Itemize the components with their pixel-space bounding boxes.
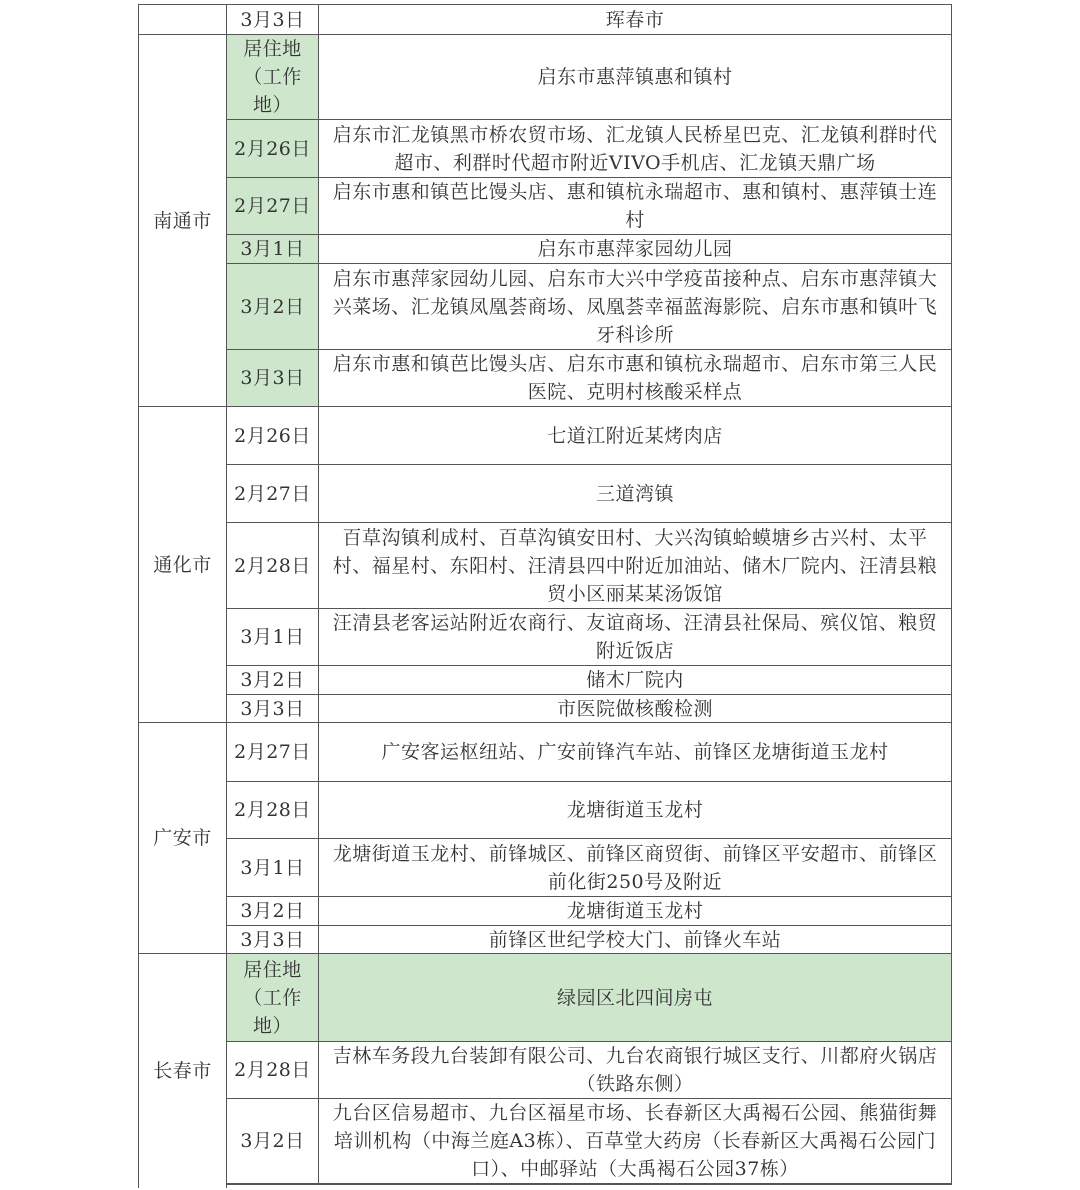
- places-cell: 珲春市: [319, 4, 952, 34]
- places-cell: 九台区信易超市、九台区福星市场、长春新区大禹褐石公园、熊猫街舞培训机构（中海兰庭A3栋）、百草堂大药房（长春新区大禹褐石公园门口）、中邮驿站（大禹褐石公园37栋）: [319, 1098, 952, 1183]
- date-cell: 3月3日: [227, 349, 319, 406]
- date-cell: 3月3日: [227, 4, 319, 34]
- date-cell: 2月28日: [227, 1041, 319, 1098]
- date-cell: 3月3日: [227, 925, 319, 953]
- city-cell-guangan: 广安市: [138, 722, 227, 953]
- places-cell: 市医院做核酸检测: [319, 694, 952, 722]
- places-cell: 龙塘街道玉龙村、前锋城区、前锋区商贸街、前锋区平安超市、前锋区前化街250号及附近: [319, 838, 952, 896]
- places-cell: 广安客运枢纽站、广安前锋汽车站、前锋区龙塘街道玉龙村: [319, 722, 952, 781]
- places-cell: 七道江附近某烤肉店: [319, 406, 952, 464]
- table-bottom-border: [227, 1183, 952, 1185]
- city-cell-changchun: 长春市: [138, 953, 227, 1188]
- places-cell: 启东市汇龙镇黑市桥农贸市场、汇龙镇人民桥星巴克、汇龙镇利群时代超市、利群时代超市附近VIVO手机店、汇龙镇天鼎广场: [319, 119, 952, 177]
- date-cell: 居住地（工作地）: [227, 953, 319, 1041]
- places-cell: 龙塘街道玉龙村: [319, 896, 952, 925]
- date-cell: 2月28日: [227, 781, 319, 838]
- city-cell: [138, 4, 227, 34]
- date-cell: 2月28日: [227, 522, 319, 608]
- city-cell-tonghua: 通化市: [138, 406, 227, 722]
- date-cell: 3月1日: [227, 838, 319, 896]
- date-cell: 2月27日: [227, 722, 319, 781]
- places-cell: 百草沟镇利成村、百草沟镇安田村、大兴沟镇蛤蟆塘乡古兴村、太平村、福星村、东阳村、汪清县四中附近加油站、储木厂院内、汪清县粮贸小区丽某某汤饭馆: [319, 522, 952, 608]
- places-cell: 前锋区世纪学校大门、前锋火车站: [319, 925, 952, 953]
- date-cell: 2月27日: [227, 464, 319, 522]
- date-cell: 3月2日: [227, 263, 319, 349]
- date-cell: 3月2日: [227, 1098, 319, 1183]
- date-cell: 2月26日: [227, 406, 319, 464]
- places-cell: 吉林车务段九台装卸有限公司、九台农商银行城区支行、川都府火锅店（铁路东侧）: [319, 1041, 952, 1098]
- date-cell: 3月1日: [227, 234, 319, 263]
- places-cell: 启东市惠和镇芭比馒头店、启东市惠和镇杭永瑞超市、启东市第三人民医院、克明村核酸采样点: [319, 349, 952, 406]
- places-cell: 启东市惠和镇芭比馒头店、惠和镇杭永瑞超市、惠和镇村、惠萍镇士连村: [319, 177, 952, 234]
- places-cell: 储木厂院内: [319, 665, 952, 694]
- date-cell: 3月1日: [227, 608, 319, 665]
- places-cell: 三道湾镇: [319, 464, 952, 522]
- date-cell: 居住地（工作地）: [227, 34, 319, 119]
- date-cell: 3月3日: [227, 694, 319, 722]
- city-cell-nantong: 南通市: [138, 34, 227, 406]
- places-cell: 汪清县老客运站附近农商行、友谊商场、汪清县社保局、殡仪馆、粮贸附近饭店: [319, 608, 952, 665]
- places-cell: 绿园区北四间房屯: [319, 953, 952, 1041]
- date-cell: 3月2日: [227, 665, 319, 694]
- places-cell: 龙塘街道玉龙村: [319, 781, 952, 838]
- date-cell: 2月26日: [227, 119, 319, 177]
- date-cell: 3月2日: [227, 896, 319, 925]
- places-cell: 启东市惠萍家园幼儿园、启东市大兴中学疫苗接种点、启东市惠萍镇大兴菜场、汇龙镇凤凰荟商场、凤凰荟幸福蓝海影院、启东市惠和镇叶飞牙科诊所: [319, 263, 952, 349]
- places-cell: 启东市惠萍镇惠和镇村: [319, 34, 952, 119]
- places-cell: 启东市惠萍家园幼儿园: [319, 234, 952, 263]
- date-cell: 2月27日: [227, 177, 319, 234]
